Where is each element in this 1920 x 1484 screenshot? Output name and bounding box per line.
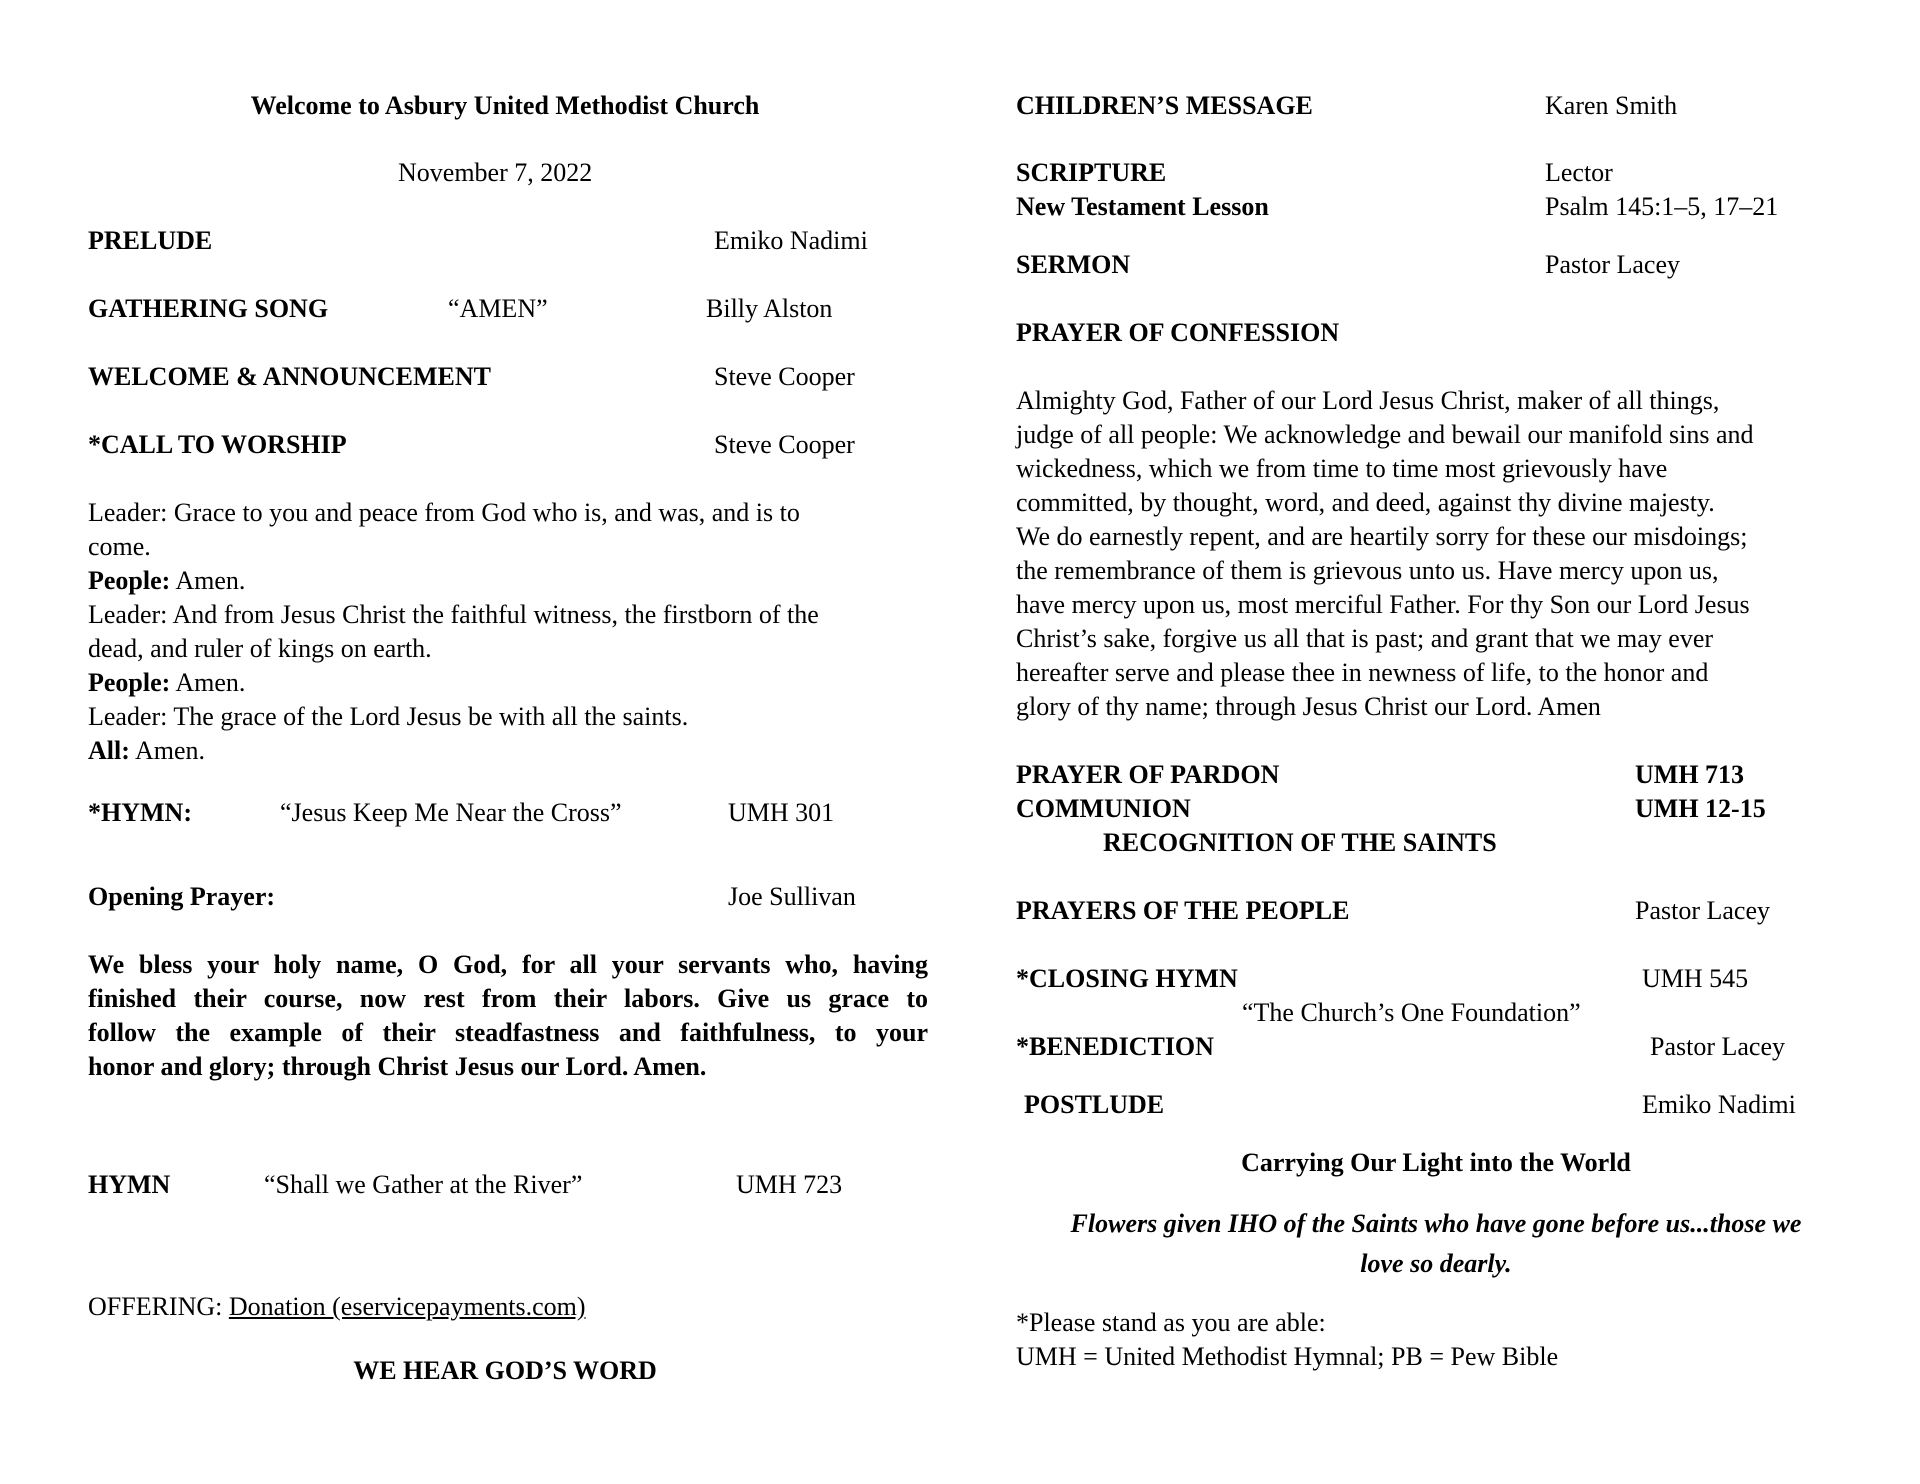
nt-lesson-ref: Psalm 145:1–5, 17–21 [1545, 192, 1779, 221]
opening-prayer-label: Opening Prayer: [88, 882, 276, 911]
prayer-line: follow the example of their steadfastness and faithfulness, to your [88, 1018, 928, 1047]
call-to-worship-person: Steve Cooper [714, 430, 855, 459]
sermon-person: Pastor Lacey [1545, 250, 1681, 279]
confession-line: Almighty God, Father of our Lord Jesus Christ, maker of all things, [1016, 386, 1720, 415]
recognition-of-saints: RECOGNITION OF THE SAINTS [1103, 828, 1497, 857]
prayers-of-people-label: PRAYERS OF THE PEOPLE [1016, 896, 1350, 925]
nt-lesson-label: New Testament Lesson [1016, 192, 1269, 221]
closing-hymn-label: *CLOSING HYMN [1016, 964, 1238, 993]
flowers-line: Flowers given IHO of the Saints who have gone before us...those we [1070, 1209, 1802, 1238]
sermon-label: SERMON [1016, 250, 1131, 279]
abbreviation-note: UMH = United Methodist Hymnal; PB = Pew Bible [1016, 1342, 1559, 1371]
donation-link[interactable]: Donation (eservicepayments.com) [228, 1292, 586, 1321]
opening-prayer-person: Joe Sullivan [728, 882, 856, 911]
litany-line: All: Amen. [88, 736, 205, 765]
closing-hymn-number: UMH 545 [1642, 964, 1749, 993]
litany-line: Leader: Grace to you and peace from God who is, and was, and is to [88, 498, 800, 527]
prayer-of-pardon-label: PRAYER OF PARDON [1016, 760, 1280, 789]
confession-text [1016, 384, 1896, 724]
hymn1-number: UMH 301 [728, 798, 835, 827]
hymn2-title: “Shall we Gather at the River” [264, 1170, 583, 1199]
carrying-heading: Carrying Our Light into the World [1241, 1148, 1631, 1177]
prayer-line: honor and glory; through Christ Jesus our Lord. Amen. [88, 1052, 707, 1081]
prayer-line: finished their course, now rest from their labors. Give us grace to [88, 984, 928, 1013]
gathering-song-person: Billy Alston [706, 294, 833, 323]
benediction-label: *BENEDICTION [1016, 1032, 1214, 1061]
closing-hymn-title: “The Church’s One Foundation” [1242, 998, 1581, 1027]
service-date: November 7, 2022 [398, 158, 593, 187]
confession-line: have mercy upon us, most merciful Father. For thy Son our Lord Jesus [1016, 590, 1750, 619]
gathering-song-title: “AMEN” [448, 294, 548, 323]
gathering-song-label: GATHERING SONG [88, 294, 329, 323]
litany-line: People: Amen. [88, 668, 246, 697]
welcome-title: Welcome to Asbury United Methodist Church [250, 91, 760, 120]
prayer-line: We bless your holy name, O God, for all your servants who, having [88, 950, 928, 979]
hymn1-label: *HYMN: [88, 798, 192, 827]
confession-line: We do earnestly repent, and are heartily sorry for these our misdoings; [1016, 522, 1748, 551]
welcome-person: Steve Cooper [714, 362, 855, 391]
confession-line: Christ’s sake, forgive us all that is past; and grant that we may ever [1016, 624, 1714, 653]
confession-line: wickedness, which we from time to time most grievously have [1016, 454, 1668, 483]
we-hear-heading: WE HEAR GOD’S WORD [353, 1356, 657, 1385]
communion-label: COMMUNION [1016, 794, 1191, 823]
communion-number: UMH 12-15 [1635, 794, 1766, 823]
childrens-message-label: CHILDREN’S MESSAGE [1016, 91, 1313, 120]
prelude-label: PRELUDE [88, 226, 213, 255]
litany-line: Leader: And from Jesus Christ the faithful witness, the firstborn of the [88, 600, 819, 629]
scripture-label: SCRIPTURE [1016, 158, 1167, 187]
confession-title: PRAYER OF CONFESSION [1016, 318, 1340, 347]
postlude-label: POSTLUDE [1024, 1090, 1165, 1119]
stand-note: *Please stand as you are able: [1016, 1308, 1326, 1337]
offering [88, 1290, 586, 1324]
hymn2-number: UMH 723 [736, 1170, 843, 1199]
confession-line: hereafter serve and please thee in newness of life, to the honor and [1016, 658, 1709, 687]
confession-line: judge of all people: We acknowledge and bewail our manifold sins and [1016, 420, 1754, 449]
opening-prayer-text [88, 948, 948, 1084]
benediction-person: Pastor Lacey [1650, 1032, 1786, 1061]
confession-line: the remembrance of them is grievous unto us. Have mercy upon us, [1016, 556, 1719, 585]
hymn1-title: “Jesus Keep Me Near the Cross” [280, 798, 622, 827]
postlude-person: Emiko Nadimi [1642, 1090, 1796, 1119]
scripture-person: Lector [1545, 158, 1613, 187]
prayers-of-people-person: Pastor Lacey [1635, 896, 1771, 925]
litany [88, 496, 948, 768]
flowers-line: love so dearly. [1360, 1249, 1512, 1278]
flowers-dedication [1016, 1204, 1856, 1284]
confession-line: committed, by thought, word, and deed, against thy divine majesty. [1016, 488, 1715, 517]
childrens-message-person: Karen Smith [1545, 91, 1678, 120]
prayer-of-pardon-number: UMH 713 [1635, 760, 1745, 789]
litany-line: dead, and ruler of kings on earth. [88, 634, 432, 663]
confession-line: glory of thy name; through Jesus Christ our Lord. Amen [1016, 692, 1601, 721]
prelude-person: Emiko Nadimi [714, 226, 868, 255]
hymn2-label: HYMN [88, 1170, 171, 1199]
welcome-label: WELCOME & ANNOUNCEMENT [88, 362, 492, 391]
offering-label: OFFERING: [88, 1292, 229, 1321]
litany-line: Leader: The grace of the Lord Jesus be with all the saints. [88, 702, 689, 731]
litany-line: come. [88, 532, 151, 561]
call-to-worship-label: *CALL TO WORSHIP [88, 430, 347, 459]
litany-line: People: Amen. [88, 566, 246, 595]
